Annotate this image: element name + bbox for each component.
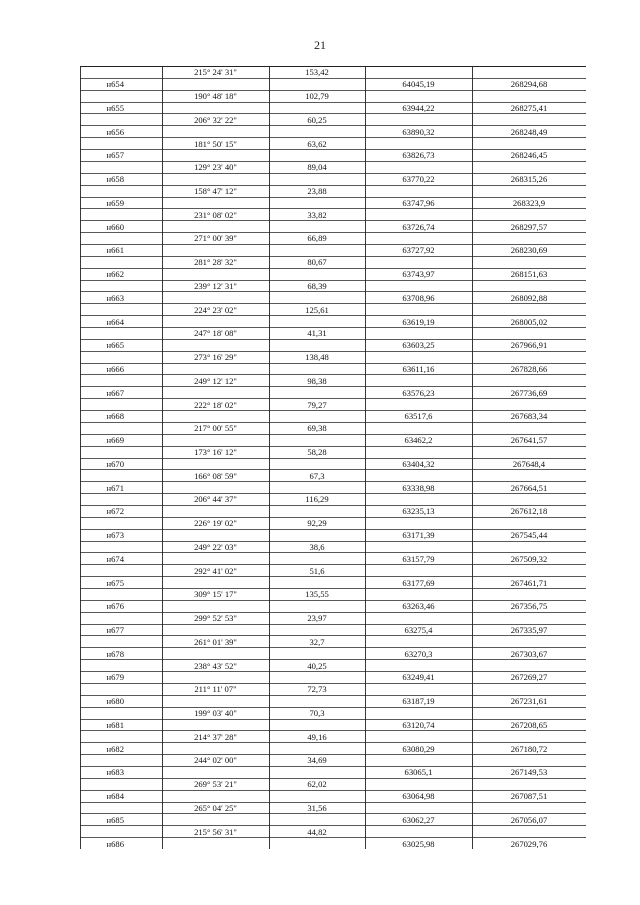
x-coordinate-cell: 63770,22 bbox=[402, 174, 435, 185]
y-coordinate-cell: 268248,49 bbox=[510, 126, 548, 137]
x-coordinate-cell: 63611,16 bbox=[402, 363, 435, 374]
point-id-cell bbox=[80, 625, 162, 635]
point-id-text: н663 bbox=[106, 292, 124, 303]
distance-cell: 51,6 bbox=[309, 565, 325, 576]
distance-cell: 125,61 bbox=[305, 304, 329, 315]
y-coordinate-cell: 267029,76 bbox=[510, 838, 548, 849]
x-coordinate-cell: 63404,32 bbox=[402, 458, 435, 469]
page-number: 21 bbox=[314, 38, 326, 52]
x-coordinate-cell: 63249,41 bbox=[402, 672, 435, 683]
bearing-cell: 299° 52' 53" bbox=[194, 613, 237, 624]
x-coordinate-cell: 63171,39 bbox=[402, 530, 435, 541]
x-coordinate-cell: 63275,4 bbox=[404, 624, 433, 635]
bearing-cell: 199° 03' 40" bbox=[194, 708, 237, 718]
bearing-cell: 292° 41' 02" bbox=[194, 565, 237, 576]
point-id-text: н683 bbox=[106, 767, 124, 778]
bearing-cell: 309° 15' 17" bbox=[194, 589, 237, 600]
x-coordinate-cell: 63517,6 bbox=[404, 411, 433, 422]
y-coordinate-cell: 267648,4 bbox=[512, 458, 546, 469]
y-coordinate-cell: 268294,68 bbox=[510, 79, 548, 90]
x-coordinate-cell: 63708,96 bbox=[402, 292, 435, 303]
x-coordinate-cell: 63120,74 bbox=[402, 719, 435, 730]
point-id-cell bbox=[80, 150, 162, 160]
distance-cell: 98,38 bbox=[307, 375, 327, 386]
distance-cell: 23,97 bbox=[307, 613, 327, 624]
distance-cell: 102,79 bbox=[305, 91, 329, 102]
point-id-cell bbox=[80, 839, 162, 849]
distance-cell: 62,02 bbox=[307, 779, 327, 790]
distance-cell: 40,25 bbox=[307, 660, 327, 671]
point-id-cell bbox=[80, 293, 162, 303]
point-id-text: н665 bbox=[106, 340, 124, 351]
point-id-cell bbox=[80, 672, 162, 682]
bearing-cell: 224° 23' 02" bbox=[194, 304, 237, 315]
x-coordinate-cell: 63727,92 bbox=[402, 245, 435, 256]
x-coordinate-cell: 63270,3 bbox=[404, 648, 433, 659]
y-coordinate-cell: 268297,57 bbox=[510, 221, 548, 232]
bearing-cell: 211° 11' 07" bbox=[194, 684, 237, 695]
x-coordinate-cell: 63944,22 bbox=[402, 102, 435, 113]
distance-cell: 38,6 bbox=[309, 541, 325, 552]
distance-cell: 80,67 bbox=[307, 257, 327, 268]
point-id-cell bbox=[80, 317, 162, 327]
distance-cell: 63,62 bbox=[307, 138, 327, 149]
bearing-cell: 226° 19' 02" bbox=[194, 518, 237, 529]
bearing-cell: 261° 01' 39" bbox=[194, 636, 237, 647]
point-id-text: н682 bbox=[106, 743, 124, 754]
point-id-text: н671 bbox=[106, 482, 124, 493]
bearing-cell: 158° 47' 12" bbox=[194, 186, 237, 196]
point-id-text: н655 bbox=[106, 102, 124, 113]
point-id-cell bbox=[80, 245, 162, 255]
y-coordinate-cell: 268246,45 bbox=[510, 150, 548, 161]
y-coordinate-cell: 267736,69 bbox=[510, 387, 548, 398]
y-coordinate-cell: 267664,51 bbox=[510, 482, 548, 493]
point-id-text: н667 bbox=[106, 387, 124, 398]
point-id-text: н685 bbox=[106, 814, 124, 825]
distance-cell: 66,89 bbox=[307, 233, 327, 244]
y-coordinate-cell: 267087,51 bbox=[510, 791, 548, 802]
point-id-text: н674 bbox=[106, 553, 124, 564]
y-coordinate-cell: 267231,61 bbox=[510, 696, 548, 707]
point-id-text: н666 bbox=[106, 363, 124, 374]
bearing-cell: 271° 00' 39" bbox=[194, 233, 237, 244]
x-coordinate-cell: 63603,25 bbox=[402, 340, 435, 351]
point-id-cell bbox=[80, 459, 162, 469]
x-coordinate-cell: 63338,98 bbox=[402, 482, 435, 493]
x-coordinate-cell: 63177,69 bbox=[402, 577, 435, 588]
point-id-cell bbox=[80, 364, 162, 374]
bearing-cell: 222° 18' 02" bbox=[194, 399, 237, 410]
y-coordinate-cell: 268275,41 bbox=[510, 102, 548, 113]
y-coordinate-cell: 268323,9 bbox=[512, 197, 546, 208]
point-id-cell bbox=[80, 340, 162, 350]
y-coordinate-cell: 267612,18 bbox=[510, 506, 548, 517]
bearing-cell: 249° 12' 12" bbox=[194, 375, 237, 386]
point-id-cell bbox=[80, 791, 162, 801]
point-id-cell bbox=[80, 103, 162, 113]
y-coordinate-cell: 267335,97 bbox=[510, 624, 548, 635]
point-id-text: н668 bbox=[106, 411, 124, 422]
point-id-text: н659 bbox=[106, 197, 124, 208]
y-coordinate-cell: 267356,75 bbox=[510, 601, 548, 612]
point-id-cell bbox=[80, 435, 162, 445]
x-coordinate-cell: 63263,46 bbox=[402, 601, 435, 612]
x-coordinate-cell: 63187,19 bbox=[402, 696, 435, 707]
point-id-text: н670 bbox=[106, 458, 124, 469]
x-coordinate-cell: 63576,23 bbox=[402, 387, 435, 398]
y-coordinate-cell: 267641,57 bbox=[510, 435, 548, 446]
point-id-cell bbox=[80, 767, 162, 777]
point-id-cell bbox=[80, 127, 162, 137]
point-id-text: н654 bbox=[106, 79, 124, 90]
point-id-cell bbox=[80, 554, 162, 564]
y-coordinate-cell: 267149,53 bbox=[510, 767, 548, 778]
point-id-cell bbox=[80, 530, 162, 540]
distance-cell: 69,38 bbox=[307, 423, 327, 434]
y-coordinate-cell: 268151,63 bbox=[510, 269, 548, 280]
y-coordinate-cell: 268005,02 bbox=[510, 316, 548, 327]
bearing-cell: 190° 48' 18" bbox=[194, 91, 237, 102]
distance-cell: 32,7 bbox=[309, 636, 325, 647]
x-coordinate-cell: 63747,96 bbox=[402, 197, 435, 208]
point-id-text: н662 bbox=[106, 269, 124, 280]
x-coordinate-cell: 63743,97 bbox=[402, 269, 435, 280]
point-id-cell bbox=[80, 601, 162, 611]
bearing-cell: 247° 18' 08" bbox=[194, 328, 237, 339]
distance-cell: 49,16 bbox=[307, 731, 327, 742]
bearing-cell: 269° 53' 21" bbox=[194, 779, 237, 790]
bearing-cell: 239° 12' 31" bbox=[194, 280, 237, 291]
point-id-text: н664 bbox=[106, 316, 124, 327]
bearing-cell: 214° 37' 28" bbox=[194, 731, 237, 742]
point-id-text: н686 bbox=[106, 838, 124, 849]
y-coordinate-cell: 267208,65 bbox=[510, 719, 548, 730]
x-coordinate-cell: 63062,27 bbox=[402, 814, 435, 825]
point-id-cell bbox=[80, 578, 162, 588]
y-coordinate-cell: 267966,91 bbox=[510, 340, 548, 351]
y-coordinate-cell: 268315,26 bbox=[510, 174, 548, 185]
point-id-cell bbox=[80, 506, 162, 516]
distance-cell: 70,3 bbox=[309, 708, 325, 718]
x-coordinate-cell: 63080,29 bbox=[402, 743, 435, 754]
x-coordinate-cell: 63157,79 bbox=[402, 553, 435, 564]
point-id-text: н660 bbox=[106, 221, 124, 232]
distance-cell: 44,82 bbox=[307, 826, 327, 837]
bearing-cell: 166° 08' 59" bbox=[194, 470, 237, 481]
y-coordinate-cell: 267509,32 bbox=[510, 553, 548, 564]
point-id-cell bbox=[80, 411, 162, 421]
point-id-cell bbox=[80, 174, 162, 184]
y-coordinate-cell: 267269,27 bbox=[510, 672, 548, 683]
bearing-cell: 215° 56' 31" bbox=[194, 826, 237, 837]
point-id-text: н675 bbox=[106, 577, 124, 588]
x-coordinate-cell: 63025,98 bbox=[402, 838, 435, 849]
x-coordinate-cell: 64045,19 bbox=[402, 79, 435, 90]
x-coordinate-cell: 63065,1 bbox=[404, 767, 433, 778]
bearing-cell: 217° 00' 55" bbox=[194, 423, 237, 434]
point-id-text: н677 bbox=[106, 624, 124, 635]
point-id-text: н657 bbox=[106, 150, 124, 161]
point-id-text: н676 bbox=[106, 601, 124, 612]
bearing-cell: 265° 04' 25" bbox=[194, 802, 237, 813]
x-coordinate-cell: 63826,73 bbox=[402, 150, 435, 161]
distance-cell: 92,29 bbox=[307, 518, 327, 529]
bearing-cell: 129° 23' 40" bbox=[194, 162, 237, 173]
point-id-text: н672 bbox=[106, 506, 124, 517]
point-id-text: н678 bbox=[106, 648, 124, 659]
y-coordinate-cell: 267828,66 bbox=[510, 363, 548, 374]
distance-cell: 67,3 bbox=[309, 470, 325, 481]
y-coordinate-cell: 268092,88 bbox=[510, 292, 548, 303]
bearing-cell: 244° 02' 00" bbox=[194, 755, 237, 766]
point-id-cell bbox=[80, 79, 162, 89]
distance-cell: 58,28 bbox=[307, 447, 327, 457]
point-id-cell bbox=[80, 483, 162, 493]
point-id-cell bbox=[80, 269, 162, 279]
distance-cell: 31,56 bbox=[307, 802, 327, 813]
distance-cell: 60,25 bbox=[307, 114, 327, 125]
bearing-cell: 281° 28' 32" bbox=[194, 257, 237, 268]
point-id-text: н681 bbox=[106, 719, 124, 730]
bearing-cell: 181° 50' 15" bbox=[194, 138, 237, 149]
x-coordinate-cell: 63462,2 bbox=[404, 435, 433, 446]
point-id-text: н658 bbox=[106, 174, 124, 185]
point-id-cell bbox=[80, 222, 162, 232]
distance-cell: 138,48 bbox=[305, 352, 329, 363]
point-id-cell bbox=[80, 696, 162, 706]
point-id-cell bbox=[80, 744, 162, 754]
bearing-cell: 273° 16' 29" bbox=[194, 352, 237, 363]
bearing-cell: 249° 22' 03" bbox=[194, 541, 237, 552]
y-coordinate-cell: 267683,34 bbox=[510, 411, 548, 422]
point-id-cell bbox=[80, 649, 162, 659]
point-id-cell bbox=[80, 388, 162, 398]
distance-cell: 34,69 bbox=[307, 755, 327, 766]
distance-cell: 33,82 bbox=[307, 209, 327, 220]
distance-cell: 89,04 bbox=[307, 162, 327, 173]
y-coordinate-cell: 267056,07 bbox=[510, 814, 548, 825]
bearing-cell: 173° 16' 12" bbox=[194, 447, 237, 457]
x-coordinate-cell: 63064,98 bbox=[402, 791, 435, 802]
point-id-cell bbox=[80, 720, 162, 730]
point-id-text: н680 bbox=[106, 696, 124, 707]
bearing-cell: 206° 32' 22" bbox=[194, 114, 237, 125]
distance-cell: 72,73 bbox=[307, 684, 327, 695]
x-coordinate-cell: 63890,32 bbox=[402, 126, 435, 137]
distance-cell: 79,27 bbox=[307, 399, 327, 410]
point-id-text: н684 bbox=[106, 791, 124, 802]
x-coordinate-cell: 63726,74 bbox=[402, 221, 435, 232]
y-coordinate-cell: 267545,44 bbox=[510, 530, 548, 541]
point-id-text: н673 bbox=[106, 530, 124, 541]
point-id-cell bbox=[80, 198, 162, 208]
x-coordinate-cell: 63235,13 bbox=[402, 506, 435, 517]
point-id-text: н679 bbox=[106, 672, 124, 683]
point-id-text: н661 bbox=[106, 245, 124, 256]
x-coordinate-cell: 63619,19 bbox=[402, 316, 435, 327]
bearing-cell: 238° 43' 52" bbox=[194, 660, 237, 671]
distance-cell: 116,29 bbox=[305, 494, 329, 505]
y-coordinate-cell: 268230,69 bbox=[510, 245, 548, 256]
bearing-cell: 206° 44' 37" bbox=[194, 494, 237, 505]
y-coordinate-cell: 267461,71 bbox=[510, 577, 548, 588]
y-coordinate-cell: 267303,67 bbox=[510, 648, 548, 659]
bearing-cell: 215° 24' 31" bbox=[194, 67, 237, 78]
coordinates-table bbox=[80, 66, 586, 849]
distance-cell: 153,42 bbox=[305, 67, 329, 78]
distance-cell: 68,39 bbox=[307, 280, 327, 291]
point-id-text: н669 bbox=[106, 435, 124, 446]
point-id-cell bbox=[80, 815, 162, 825]
y-coordinate-cell: 267180,72 bbox=[510, 743, 548, 754]
bearing-cell: 231° 08' 02" bbox=[194, 209, 237, 220]
distance-cell: 23,88 bbox=[307, 186, 327, 196]
distance-cell: 135,55 bbox=[305, 589, 329, 600]
distance-cell: 41,31 bbox=[307, 328, 327, 339]
point-id-text: н656 bbox=[106, 126, 124, 137]
